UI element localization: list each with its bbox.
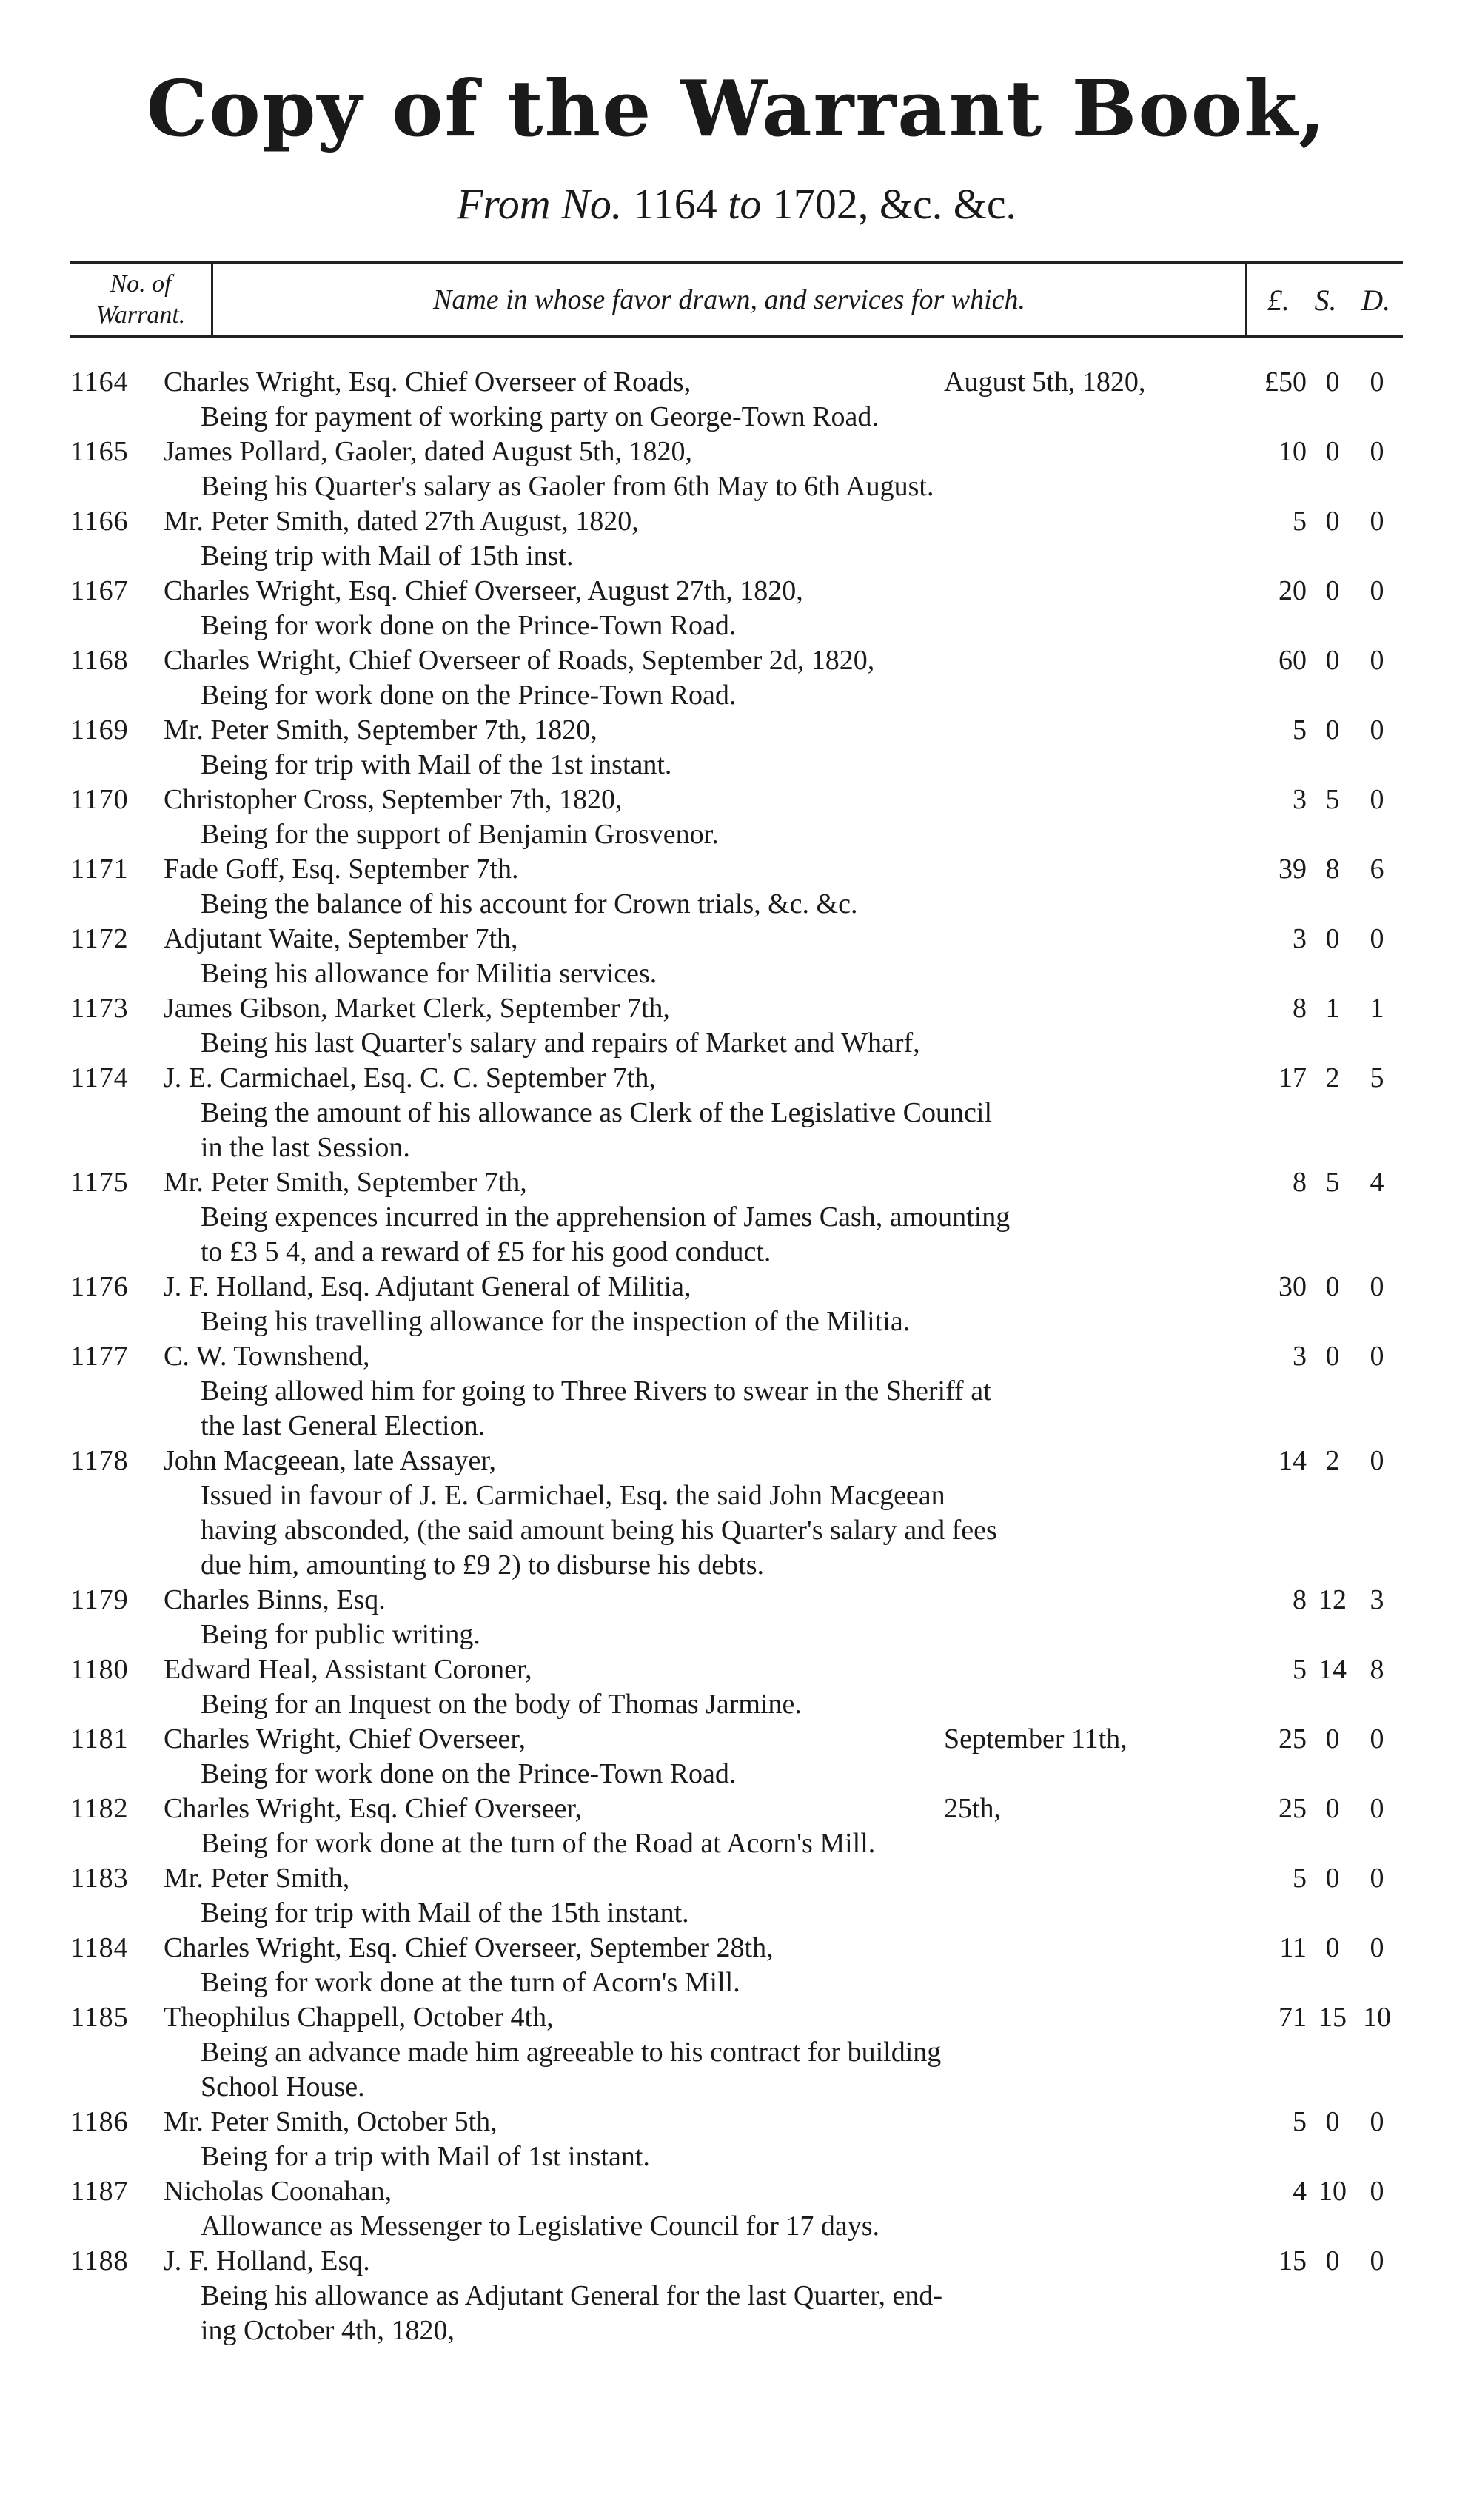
warrant-entry bbox=[70, 2244, 1403, 2348]
warrant-description: due him, amounting to £9 2) to disburse his debts. bbox=[201, 1549, 765, 1581]
warrant-number: 1182 bbox=[70, 1793, 129, 1825]
warrant-entry bbox=[70, 1722, 1403, 1792]
warrant-payee: Charles Wright, Esq. Chief Overseer of Roads, bbox=[164, 366, 691, 398]
amount-pence: 0 bbox=[1370, 2106, 1384, 2138]
amount-shillings: 15 bbox=[1318, 2002, 1347, 2034]
warrant-date: August 5th, 1820, bbox=[944, 366, 1146, 398]
warrant-description-line bbox=[70, 748, 1403, 783]
warrant-payee: Charles Wright, Esq. Chief Overseer, bbox=[164, 1793, 583, 1825]
warrant-main-line bbox=[70, 1931, 1403, 1966]
warrant-description-line bbox=[70, 678, 1403, 713]
warrant-description-line bbox=[70, 956, 1403, 991]
warrant-entry bbox=[70, 1792, 1403, 1861]
warrant-number: 1180 bbox=[70, 1654, 129, 1686]
amount-shillings: 8 bbox=[1325, 854, 1340, 885]
header-pence: D. bbox=[1361, 283, 1391, 317]
warrant-amount bbox=[1247, 643, 1395, 678]
warrant-amount bbox=[1247, 2105, 1395, 2139]
warrant-description: Being his last Quarter's salary and repairs of Market and Wharf, bbox=[201, 1028, 920, 1059]
warrant-description-line bbox=[70, 1200, 1403, 1235]
warrant-main-line bbox=[70, 713, 1403, 748]
warrant-description: to £3 5 4, and a reward of £5 for his good conduct. bbox=[201, 1236, 771, 1268]
warrant-entry bbox=[70, 1583, 1403, 1652]
warrant-payee: C. W. Townshend, bbox=[164, 1341, 370, 1373]
warrant-entry bbox=[70, 2105, 1403, 2174]
warrant-entry bbox=[70, 2174, 1403, 2244]
warrant-entry bbox=[70, 783, 1403, 852]
warrant-amount bbox=[1247, 1792, 1395, 1826]
warrant-number: 1168 bbox=[70, 645, 129, 677]
warrant-entry bbox=[70, 643, 1403, 713]
warrant-description: Being his Quarter's salary as Gaoler from 6th May to 6th August. bbox=[201, 471, 934, 503]
amount-pence: 3 bbox=[1370, 1584, 1384, 1616]
amount-pounds: 39 bbox=[1279, 854, 1307, 885]
warrant-payee: J. F. Holland, Esq. bbox=[164, 2245, 370, 2277]
warrant-main-line bbox=[70, 1165, 1403, 1200]
header-no-line2: Warrant. bbox=[96, 301, 186, 329]
warrant-amount bbox=[1247, 2174, 1395, 2209]
warrant-number: 1181 bbox=[70, 1723, 129, 1755]
warrant-payee: Mr. Peter Smith, September 7th, 1820, bbox=[164, 714, 597, 746]
header-no-line1: No. of bbox=[110, 270, 172, 298]
warrant-description-line bbox=[70, 1687, 1403, 1722]
warrant-description-line bbox=[70, 817, 1403, 852]
amount-pounds: 3 bbox=[1293, 1341, 1307, 1373]
amount-pounds: 5 bbox=[1293, 714, 1307, 746]
amount-shillings: 12 bbox=[1318, 1584, 1347, 1616]
amount-pence: 0 bbox=[1370, 436, 1384, 468]
amount-pounds: 15 bbox=[1279, 2245, 1307, 2277]
amount-shillings: 0 bbox=[1325, 1793, 1340, 1825]
warrant-number: 1186 bbox=[70, 2106, 129, 2138]
warrant-description-line bbox=[70, 1304, 1403, 1339]
warrant-amount bbox=[1247, 1061, 1395, 1096]
warrant-amount bbox=[1247, 1444, 1395, 1478]
warrant-main-line bbox=[70, 2244, 1403, 2279]
amount-pence: 0 bbox=[1370, 1863, 1384, 1894]
amount-pounds: £50 bbox=[1264, 366, 1307, 398]
warrant-entry bbox=[70, 1652, 1403, 1722]
amount-pence: 0 bbox=[1370, 1445, 1384, 1477]
warrant-main-line bbox=[70, 2174, 1403, 2209]
warrant-number: 1176 bbox=[70, 1271, 129, 1303]
subtitle-end: 1702, bbox=[771, 180, 869, 229]
warrant-amount bbox=[1247, 504, 1395, 539]
warrant-main-line bbox=[70, 1722, 1403, 1757]
amount-pence: 10 bbox=[1363, 2002, 1391, 2034]
amount-shillings: 10 bbox=[1318, 2176, 1347, 2208]
warrant-entry bbox=[70, 922, 1403, 991]
warrant-description: Being the balance of his account for Crown trials, &c. &c. bbox=[201, 888, 858, 920]
warrant-payee: Mr. Peter Smith, October 5th, bbox=[164, 2106, 497, 2138]
amount-pounds: 25 bbox=[1279, 1723, 1307, 1755]
amount-pounds: 20 bbox=[1279, 575, 1307, 607]
warrant-entry bbox=[70, 504, 1403, 574]
warrant-payee: Edward Heal, Assistant Coroner, bbox=[164, 1654, 532, 1686]
warrant-payee: Mr. Peter Smith, September 7th, bbox=[164, 1167, 527, 1199]
warrant-main-line bbox=[70, 1583, 1403, 1618]
warrant-date: September 11th, bbox=[944, 1723, 1127, 1755]
amount-pence: 0 bbox=[1370, 575, 1384, 607]
warrant-number: 1170 bbox=[70, 784, 129, 816]
warrant-description: Being for work done at the turn of Acorn's Mill. bbox=[201, 1967, 740, 1999]
warrant-amount bbox=[1247, 1652, 1395, 1687]
warrant-amount bbox=[1247, 435, 1395, 469]
warrant-main-line bbox=[70, 1861, 1403, 1896]
warrant-description-line bbox=[70, 1548, 1403, 1583]
warrant-number: 1185 bbox=[70, 2002, 129, 2034]
amount-shillings: 0 bbox=[1325, 2106, 1340, 2138]
amount-pence: 0 bbox=[1370, 366, 1384, 398]
subtitle-no: No. bbox=[561, 180, 623, 229]
warrant-amount bbox=[1247, 1722, 1395, 1757]
warrant-amount bbox=[1247, 852, 1395, 887]
warrant-entry bbox=[70, 713, 1403, 783]
header-amount bbox=[1247, 264, 1403, 335]
warrant-description: Being for the support of Benjamin Grosvenor. bbox=[201, 819, 719, 851]
amount-pence: 5 bbox=[1370, 1062, 1384, 1094]
warrant-number: 1184 bbox=[70, 1932, 129, 1964]
warrant-description-line bbox=[70, 609, 1403, 643]
warrant-payee: Theophilus Chappell, October 4th, bbox=[164, 2002, 554, 2034]
warrant-description: Being for an Inquest on the body of Thomas Jarmine. bbox=[201, 1689, 802, 1720]
amount-pounds: 71 bbox=[1279, 2002, 1307, 2034]
document-title: Copy of the Warrant Book, bbox=[146, 63, 1327, 154]
amount-pence: 8 bbox=[1370, 1654, 1384, 1686]
amount-shillings: 2 bbox=[1325, 1062, 1340, 1094]
warrant-description-line bbox=[70, 1130, 1403, 1165]
warrant-description: Being for trip with Mail of the 15th instant. bbox=[201, 1897, 689, 1929]
amount-pounds: 5 bbox=[1293, 2106, 1307, 2138]
amount-pence: 0 bbox=[1370, 1341, 1384, 1373]
warrant-main-line bbox=[70, 852, 1403, 887]
warrant-number: 1166 bbox=[70, 506, 129, 537]
warrant-description: the last General Election. bbox=[201, 1410, 486, 1442]
warrant-entry bbox=[70, 1339, 1403, 1444]
warrant-description: Being for public writing. bbox=[201, 1619, 480, 1651]
amount-pence: 0 bbox=[1370, 1271, 1384, 1303]
warrant-amount bbox=[1247, 1583, 1395, 1618]
amount-shillings: 0 bbox=[1325, 714, 1340, 746]
warrant-description: Being the amount of his allowance as Clerk of the Legislative Council bbox=[201, 1097, 993, 1129]
document-page bbox=[70, 44, 1403, 2348]
warrant-main-line bbox=[70, 435, 1403, 469]
amount-pounds: 25 bbox=[1279, 1793, 1307, 1825]
warrant-number: 1178 bbox=[70, 1445, 129, 1477]
amount-pounds: 8 bbox=[1293, 993, 1307, 1025]
warrant-date: 25th, bbox=[944, 1793, 1002, 1825]
warrant-description-line bbox=[70, 1374, 1403, 1409]
warrant-main-line bbox=[70, 922, 1403, 956]
warrant-amount bbox=[1247, 783, 1395, 817]
warrant-number: 1175 bbox=[70, 1167, 129, 1199]
warrant-description-line bbox=[70, 1513, 1403, 1548]
warrant-entry bbox=[70, 435, 1403, 504]
warrant-description-line bbox=[70, 2313, 1403, 2348]
warrant-description: Being for payment of working party on George-Town Road. bbox=[201, 401, 879, 433]
warrant-description: Being trip with Mail of 15th inst. bbox=[201, 540, 574, 572]
warrant-amount bbox=[1247, 2244, 1395, 2279]
warrant-main-line bbox=[70, 574, 1403, 609]
amount-shillings: 2 bbox=[1325, 1445, 1340, 1477]
warrant-description: Being for work done at the turn of the Road at Acorn's Mill. bbox=[201, 1828, 876, 1860]
warrant-description-line bbox=[70, 1826, 1403, 1861]
amount-pounds: 4 bbox=[1293, 2176, 1307, 2208]
warrant-description-line bbox=[70, 2279, 1403, 2313]
warrant-description: Being his travelling allowance for the inspection of the Militia. bbox=[201, 1306, 911, 1338]
warrant-number: 1183 bbox=[70, 1863, 129, 1894]
warrant-entry bbox=[70, 852, 1403, 922]
warrant-description: Being for work done on the Prince-Town Road. bbox=[201, 680, 737, 711]
warrant-entry bbox=[70, 2000, 1403, 2105]
amount-pounds: 3 bbox=[1293, 923, 1307, 955]
subtitle-from: From bbox=[456, 180, 551, 229]
warrant-entry bbox=[70, 365, 1403, 435]
warrant-entry bbox=[70, 1270, 1403, 1339]
warrant-description-line bbox=[70, 400, 1403, 435]
warrant-number: 1164 bbox=[70, 366, 129, 398]
amount-shillings: 0 bbox=[1325, 645, 1340, 677]
table-header bbox=[70, 261, 1403, 338]
warrant-payee: Christopher Cross, September 7th, 1820, bbox=[164, 784, 623, 816]
subtitle-etc: &c. &c. bbox=[879, 180, 1017, 229]
warrant-number: 1187 bbox=[70, 2176, 129, 2208]
warrant-payee: Charles Wright, Chief Overseer, bbox=[164, 1723, 526, 1755]
amount-shillings: 0 bbox=[1325, 1932, 1340, 1964]
amount-pence: 0 bbox=[1370, 645, 1384, 677]
warrant-description-line bbox=[70, 1096, 1403, 1130]
subtitle-to: to bbox=[728, 180, 762, 229]
warrant-description: Being his allowance for Militia services. bbox=[201, 958, 657, 990]
warrant-number: 1171 bbox=[70, 854, 129, 885]
warrant-main-line bbox=[70, 365, 1403, 400]
warrant-entries bbox=[70, 365, 1403, 2348]
amount-pence: 0 bbox=[1370, 1793, 1384, 1825]
amount-pence: 4 bbox=[1370, 1167, 1384, 1199]
amount-shillings: 1 bbox=[1325, 993, 1340, 1025]
warrant-description-line bbox=[70, 539, 1403, 574]
amount-pounds: 8 bbox=[1293, 1167, 1307, 1199]
amount-shillings: 14 bbox=[1318, 1654, 1347, 1686]
warrant-description: ing October 4th, 1820, bbox=[201, 2315, 455, 2347]
warrant-description-line bbox=[70, 2070, 1403, 2105]
amount-pounds: 17 bbox=[1279, 1062, 1307, 1094]
header-shillings: S. bbox=[1314, 283, 1337, 317]
warrant-description-line bbox=[70, 1409, 1403, 1444]
warrant-main-line bbox=[70, 1061, 1403, 1096]
warrant-description-line bbox=[70, 2035, 1403, 2070]
warrant-description-line bbox=[70, 1618, 1403, 1652]
amount-shillings: 0 bbox=[1325, 2245, 1340, 2277]
warrant-number: 1173 bbox=[70, 993, 129, 1025]
warrant-number: 1188 bbox=[70, 2245, 129, 2277]
amount-shillings: 0 bbox=[1325, 923, 1340, 955]
amount-shillings: 5 bbox=[1325, 784, 1340, 816]
amount-pence: 0 bbox=[1370, 2245, 1384, 2277]
warrant-entry bbox=[70, 1861, 1403, 1931]
warrant-entry bbox=[70, 574, 1403, 643]
amount-pence: 0 bbox=[1370, 714, 1384, 746]
warrant-main-line bbox=[70, 783, 1403, 817]
amount-pounds: 8 bbox=[1293, 1584, 1307, 1616]
warrant-payee: Charles Wright, Esq. Chief Overseer, September 28th, bbox=[164, 1932, 774, 1964]
amount-shillings: 0 bbox=[1325, 1723, 1340, 1755]
warrant-payee: J. E. Carmichael, Esq. C. C. September 7th, bbox=[164, 1062, 656, 1094]
warrant-entry bbox=[70, 1931, 1403, 2000]
warrant-entry bbox=[70, 1444, 1403, 1583]
amount-pence: 0 bbox=[1370, 1723, 1384, 1755]
warrant-amount bbox=[1247, 991, 1395, 1026]
document-subtitle bbox=[70, 181, 1403, 228]
warrant-number: 1167 bbox=[70, 575, 129, 607]
warrant-main-line bbox=[70, 1652, 1403, 1687]
header-name: Name in whose favor drawn, and services for which. bbox=[213, 264, 1247, 335]
amount-pounds: 5 bbox=[1293, 506, 1307, 537]
amount-pounds: 11 bbox=[1279, 1932, 1307, 1964]
warrant-amount bbox=[1247, 1931, 1395, 1966]
warrant-description: Being for work done on the Prince-Town Road. bbox=[201, 1758, 737, 1790]
warrant-description-line bbox=[70, 1026, 1403, 1061]
warrant-number: 1177 bbox=[70, 1341, 129, 1373]
warrant-description: Being for a trip with Mail of 1st instant. bbox=[201, 2141, 650, 2173]
warrant-description: Being an advance made him agreeable to his contract for building bbox=[201, 2037, 942, 2068]
warrant-entry bbox=[70, 1165, 1403, 1270]
warrant-main-line bbox=[70, 1339, 1403, 1374]
amount-pence: 0 bbox=[1370, 784, 1384, 816]
warrant-description: Being for trip with Mail of the 1st instant. bbox=[201, 749, 672, 781]
warrant-main-line bbox=[70, 1792, 1403, 1826]
warrant-amount bbox=[1247, 1861, 1395, 1896]
warrant-main-line bbox=[70, 1270, 1403, 1304]
amount-shillings: 0 bbox=[1325, 506, 1340, 537]
warrant-description-line bbox=[70, 887, 1403, 922]
amount-pounds: 10 bbox=[1279, 436, 1307, 468]
amount-pounds: 14 bbox=[1279, 1445, 1307, 1477]
warrant-payee: Charles Wright, Esq. Chief Overseer, August 27th, 1820, bbox=[164, 575, 803, 607]
amount-shillings: 0 bbox=[1325, 575, 1340, 607]
warrant-main-line bbox=[70, 2000, 1403, 2035]
warrant-description-line bbox=[70, 2209, 1403, 2244]
amount-pence: 0 bbox=[1370, 2176, 1384, 2208]
warrant-number: 1165 bbox=[70, 436, 129, 468]
subtitle-start: 1164 bbox=[632, 180, 717, 229]
warrant-description: Being for work done on the Prince-Town Road. bbox=[201, 610, 737, 642]
amount-pounds: 30 bbox=[1279, 1271, 1307, 1303]
amount-pounds: 60 bbox=[1279, 645, 1307, 677]
warrant-payee: Charles Wright, Chief Overseer of Roads, September 2d, 1820, bbox=[164, 645, 875, 677]
warrant-description-line bbox=[70, 469, 1403, 504]
warrant-number: 1179 bbox=[70, 1584, 129, 1616]
warrant-amount bbox=[1247, 1339, 1395, 1374]
warrant-main-line bbox=[70, 991, 1403, 1026]
amount-pounds: 3 bbox=[1293, 784, 1307, 816]
warrant-description-line bbox=[70, 1966, 1403, 2000]
header-warrant-number bbox=[70, 264, 213, 335]
warrant-payee: J. F. Holland, Esq. Adjutant General of Militia, bbox=[164, 1271, 691, 1303]
amount-shillings: 0 bbox=[1325, 1271, 1340, 1303]
warrant-payee: James Gibson, Market Clerk, September 7th, bbox=[164, 993, 670, 1025]
warrant-entry bbox=[70, 1061, 1403, 1165]
warrant-main-line bbox=[70, 1444, 1403, 1478]
amount-pence: 6 bbox=[1370, 854, 1384, 885]
warrant-payee: James Pollard, Gaoler, dated August 5th, 1820, bbox=[164, 436, 693, 468]
warrant-description: having absconded, (the said amount being his Quarter's salary and fees bbox=[201, 1515, 997, 1546]
warrant-amount bbox=[1247, 1165, 1395, 1200]
warrant-payee: Nicholas Coonahan, bbox=[164, 2176, 392, 2208]
warrant-main-line bbox=[70, 504, 1403, 539]
warrant-description-line bbox=[70, 2139, 1403, 2174]
amount-pence: 0 bbox=[1370, 923, 1384, 955]
warrant-description: Issued in favour of J. E. Carmichael, Esq. the said John Macgeean bbox=[201, 1480, 945, 1512]
amount-shillings: 0 bbox=[1325, 436, 1340, 468]
amount-pounds: 5 bbox=[1293, 1863, 1307, 1894]
warrant-description-line bbox=[70, 1896, 1403, 1931]
warrant-amount bbox=[1247, 713, 1395, 748]
amount-pence: 0 bbox=[1370, 506, 1384, 537]
warrant-description: Being expences incurred in the apprehension of James Cash, amounting bbox=[201, 1202, 1011, 1233]
warrant-description: in the last Session. bbox=[201, 1132, 410, 1164]
amount-shillings: 0 bbox=[1325, 1341, 1340, 1373]
amount-shillings: 0 bbox=[1325, 366, 1340, 398]
warrant-number: 1174 bbox=[70, 1062, 129, 1094]
warrant-description: School House. bbox=[201, 2071, 365, 2103]
warrant-description-line bbox=[70, 1757, 1403, 1792]
warrant-amount bbox=[1247, 1270, 1395, 1304]
warrant-description: Being his allowance as Adjutant General for the last Quarter, end- bbox=[201, 2280, 942, 2312]
warrant-description-line bbox=[70, 1478, 1403, 1513]
warrant-description: Being allowed him for going to Three Rivers to swear in the Sheriff at bbox=[201, 1375, 991, 1407]
warrant-number: 1172 bbox=[70, 923, 129, 955]
warrant-description-line bbox=[70, 1235, 1403, 1270]
header-pounds: £. bbox=[1267, 283, 1290, 317]
warrant-amount bbox=[1247, 2000, 1395, 2035]
amount-shillings: 5 bbox=[1325, 1167, 1340, 1199]
warrant-description: Allowance as Messenger to Legislative Council for 17 days. bbox=[201, 2211, 880, 2242]
warrant-main-line bbox=[70, 2105, 1403, 2139]
warrant-main-line bbox=[70, 643, 1403, 678]
amount-shillings: 0 bbox=[1325, 1863, 1340, 1894]
warrant-payee: Fade Goff, Esq. September 7th. bbox=[164, 854, 519, 885]
warrant-amount bbox=[1247, 365, 1395, 400]
warrant-amount bbox=[1247, 574, 1395, 609]
warrant-amount bbox=[1247, 922, 1395, 956]
amount-pounds: 5 bbox=[1293, 1654, 1307, 1686]
warrant-payee: Mr. Peter Smith, bbox=[164, 1863, 350, 1894]
warrant-payee: Charles Binns, Esq. bbox=[164, 1584, 386, 1616]
warrant-payee: Adjutant Waite, September 7th, bbox=[164, 923, 518, 955]
amount-pence: 1 bbox=[1370, 993, 1384, 1025]
amount-pence: 0 bbox=[1370, 1932, 1384, 1964]
warrant-payee: Mr. Peter Smith, dated 27th August, 1820, bbox=[164, 506, 639, 537]
warrant-payee: John Macgeean, late Assayer, bbox=[164, 1445, 497, 1477]
warrant-entry bbox=[70, 991, 1403, 1061]
warrant-number: 1169 bbox=[70, 714, 129, 746]
